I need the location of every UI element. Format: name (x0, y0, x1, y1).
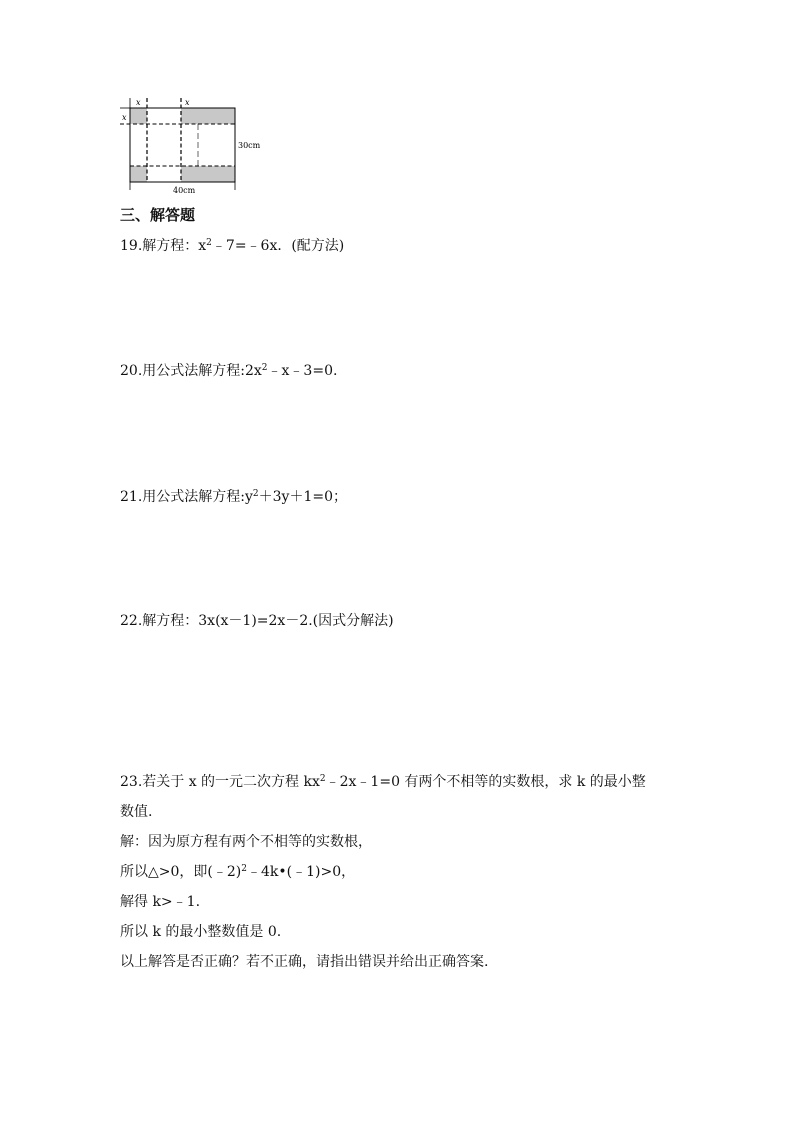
label-x-top-left: x (136, 98, 141, 107)
solution-prompt: 以上解答是否正确？若不正确，请指出错误并给出正确答案. (120, 954, 489, 970)
problem-23-question-continued: 数值. (120, 804, 153, 820)
problem-23-question-text: 23.若关于 x 的一元二次方程 kx (120, 774, 320, 790)
section-heading: 三、解答题 (120, 206, 196, 224)
label-width: 40cm (173, 186, 196, 195)
solution-line-4: 所以 k 的最小整数值是 0. (120, 924, 282, 940)
solution-line-2 (120, 857, 710, 887)
cardboard-diagram (118, 96, 268, 196)
corner-square-top-left (130, 108, 147, 124)
corner-square-bottom-left (130, 166, 147, 182)
problem-22 (120, 611, 720, 631)
shaded-flap-bottom-right (181, 166, 235, 182)
shaded-flap-top-right (181, 108, 235, 124)
problem-19-text-end: ﹣7=﹣6x．(配方法) (211, 238, 345, 254)
problem-19-text: 19.解方程：x (120, 238, 207, 254)
problem-19 (120, 236, 720, 256)
solution-line-2-exponent: 2 (241, 864, 247, 874)
problem-23 (120, 767, 710, 977)
cardboard-diagram-svg (118, 96, 268, 196)
solution-line-2-text-end: ﹣4k•(﹣1)>0， (246, 864, 356, 880)
label-x-left: x (122, 113, 127, 122)
problem-23-question-text-end: ﹣2x﹣1=0 有两个不相等的实数根，求 k 的最小整 (325, 774, 646, 790)
problem-21-exponent: 2 (252, 489, 259, 499)
solution-line-3: 解得 k>﹣1. (120, 894, 201, 910)
problem-21-text: 21.用公式法解方程:y (120, 489, 253, 505)
problem-22-text: 22.解方程：3x(x－1)=2x－2.(因式分解法) (120, 613, 394, 629)
problem-20-text: 20.用公式法解方程:2x (120, 363, 262, 379)
label-height: 30cm (238, 141, 261, 150)
solution-line-2-text: 所以△>0，即(﹣2) (120, 864, 242, 880)
problem-20-exponent: 2 (261, 363, 268, 373)
problem-23-exponent: 2 (319, 774, 326, 784)
problem-21-text-end: ＋3y＋1=0； (258, 489, 347, 505)
problem-20-text-end: ﹣x﹣3=0. (267, 363, 338, 379)
problem-20 (120, 361, 720, 381)
solution-line-1: 解：因为原方程有两个不相等的实数根， (120, 834, 372, 850)
problem-23-question (120, 767, 710, 797)
label-x-top-right: x (185, 98, 190, 107)
problem-19-exponent: 2 (206, 238, 212, 248)
problem-21 (120, 487, 720, 507)
